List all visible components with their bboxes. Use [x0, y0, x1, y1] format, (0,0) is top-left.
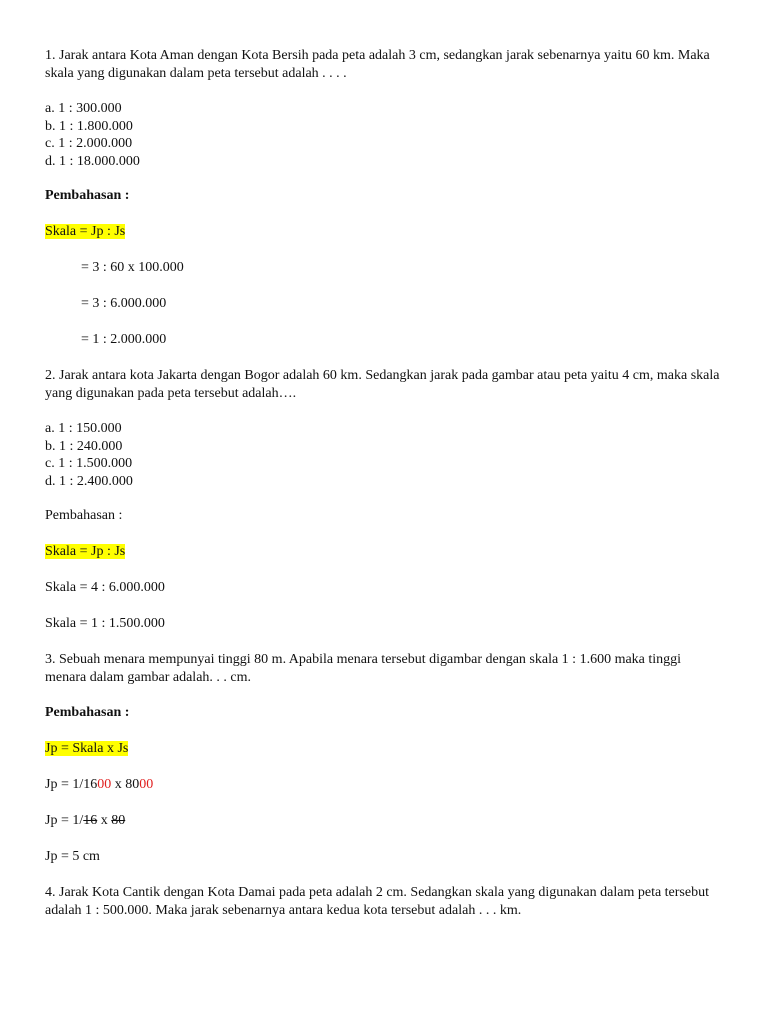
- option-d: d. 1 : 18.000.000: [45, 153, 140, 169]
- question-2-options: [45, 420, 725, 490]
- solution-step: [45, 812, 725, 830]
- option-c: c. 1 : 1.500.000: [45, 456, 133, 471]
- struck-number: 16: [83, 813, 98, 828]
- pembahasan-heading: Pembahasan :: [45, 508, 123, 523]
- red-zeros: 00: [139, 777, 154, 792]
- solution-step: = 3 : 60 x 100.000: [81, 260, 184, 275]
- question-2-text: 2. Jarak antara kota Jakarta dengan Bogor adalah 60 km. Sedangkan jarak pada gambar atau peta yaitu 4 cm, maka skala yang digunakan pada peta tersebut adalah….: [45, 368, 720, 401]
- question-1-options: [45, 100, 725, 170]
- option-b: b. 1 : 1.800.000: [45, 118, 133, 134]
- struck-number: 80: [111, 813, 126, 828]
- document-page: [45, 47, 725, 937]
- question-4-text: 4. Jarak Kota Cantik dengan Kota Damai pada peta adalah 2 cm. Sedangkan skala yang digunakan dalam peta tersebut adalah 1 : 500.000. Maka jarak sebenarnya antara kedua kota tersebut adalah . . . km.: [45, 885, 709, 918]
- question-1-text: 1. Jarak antara Kota Aman dengan Kota Bersih pada peta adalah 3 cm, sedangkan jarak sebenarnya yaitu 60 km. Maka skala yang digunakan dalam peta tersebut adalah . . . .: [45, 48, 710, 81]
- step-text: Jp = 1/16: [45, 777, 98, 792]
- solution-step: Skala = 4 : 6.000.000: [45, 580, 165, 595]
- option-d: d. 1 : 2.400.000: [45, 473, 133, 489]
- solution-step: = 1 : 2.000.000: [81, 332, 167, 347]
- red-zeros: 00: [97, 777, 112, 792]
- option-a: a. 1 : 150.000: [45, 421, 122, 436]
- formula-highlight: Skala = Jp : Js: [45, 224, 126, 239]
- question-3-text: 3. Sebuah menara mempunyai tinggi 80 m. Apabila menara tersebut digambar dengan skala 1 : 1.600 maka tinggi menara dalam gambar adalah. . . cm.: [45, 652, 682, 685]
- step-text: x 80: [111, 777, 140, 792]
- formula-highlight: Skala = Jp : Js: [45, 544, 126, 559]
- step-text: x: [97, 813, 112, 828]
- pembahasan-heading: Pembahasan :: [45, 188, 130, 203]
- formula-highlight: Jp = Skala x Js: [45, 741, 129, 756]
- solution-step: [45, 776, 725, 794]
- pembahasan-heading: Pembahasan :: [45, 705, 130, 720]
- option-c: c. 1 : 2.000.000: [45, 136, 133, 151]
- solution-step: Jp = 5 cm: [45, 849, 100, 864]
- option-b: b. 1 : 240.000: [45, 438, 123, 454]
- option-a: a. 1 : 300.000: [45, 101, 122, 116]
- step-text: Jp = 1/: [45, 813, 84, 828]
- solution-step: Skala = 1 : 1.500.000: [45, 616, 165, 631]
- solution-step: = 3 : 6.000.000: [81, 296, 167, 311]
